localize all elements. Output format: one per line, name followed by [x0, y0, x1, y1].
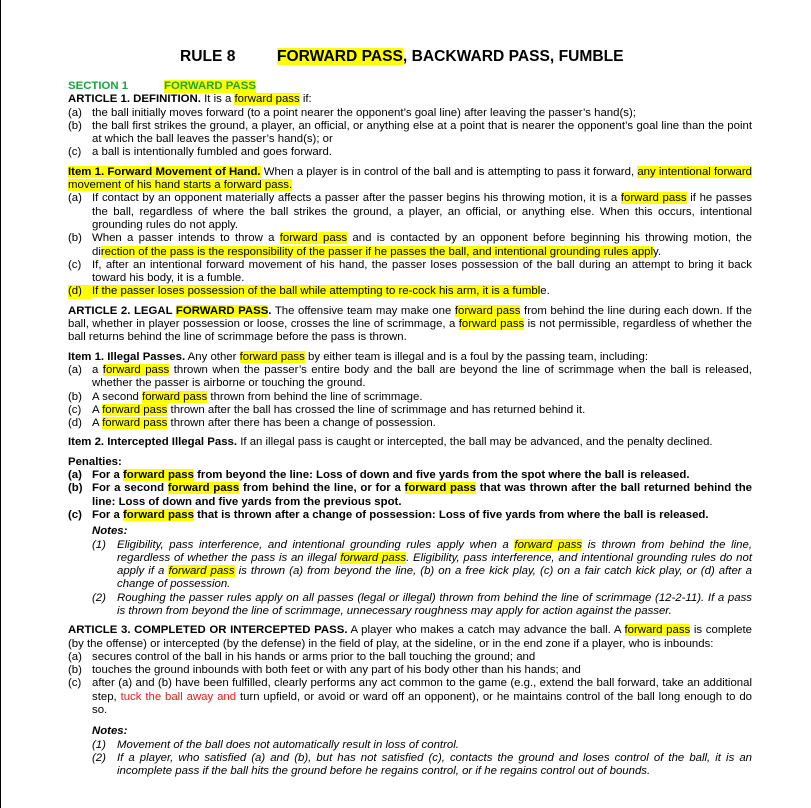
list-item — [68, 391, 752, 404]
item-text: Roughing the passer rules apply on all passes (legal or illegal) thrown from behind the line of scrimmage (12-2-11). If a pass is thrown from beyond the line of scrimmage, unnecessary roughness may apply for action against the passer. — [117, 591, 752, 617]
highlight: forward pass — [279, 232, 348, 245]
notes-article-3 — [68, 725, 752, 778]
item-text: For a second forward pass from behind the line, or for a forward pass that was thrown after the ball returned behind the line: Loss of down and five yards from the previous spot. — [92, 482, 752, 508]
item-text: after (a) and (b) have been fulfilled, clearly performs any act common to the game (e.g., extend the ball forward, take an additional step, tuck the ball away and turn upfield, or avoid or ward off an opponent), or he maintains control of the ball long enough to do so. — [92, 677, 752, 717]
list-item — [92, 539, 752, 592]
item-heading: Item 1. Forward Movement of Hand. — [68, 165, 261, 178]
item-text: secures control of the ball in his hands or arms prior to the ball touching the ground; and — [92, 650, 536, 663]
list-item — [68, 469, 752, 482]
article-heading: ARTICLE 1. DEFINITION. — [68, 93, 201, 106]
penalties-heading: Penalties: — [68, 455, 122, 468]
item-label: (b) — [68, 119, 82, 132]
rule-heading — [277, 47, 624, 67]
list-item — [92, 752, 752, 779]
text: It is a — [200, 93, 235, 106]
item-text: the ball initially moves forward (to a point nearer the opponent’s goal line) after leaving the passer’s hand(s); — [92, 106, 636, 119]
section-label: SECTION 1 — [68, 80, 129, 92]
highlight: forward pass — [102, 363, 170, 376]
highlight: forward pass — [123, 508, 194, 521]
highlight: forward pass — [624, 624, 691, 637]
item-text: touches the ground inbounds with both feet or with any part of his body other than his hands; and — [92, 664, 581, 677]
item-text: For a forward pass that is thrown after a change of possession: Loss of five yards from where the ball is released. — [92, 508, 709, 521]
rule-title — [68, 47, 752, 67]
list-item — [68, 120, 752, 147]
item-text: a forward pass thrown when the passer’s entire body and the ball are beyond the line of scrimmage when the ball is released, whether the passer is airborne or touching the ground. — [92, 363, 753, 390]
article-heading: ARTICLE 3. COMPLETED OR INTERCEPTED PASS. — [68, 624, 348, 637]
item-label: (c) — [68, 258, 82, 271]
list-item — [68, 404, 752, 417]
item-text: A forward pass thrown after there has been a change of possession. — [92, 417, 436, 430]
article-3: ARTICLE 3. COMPLETED OR INTERCEPTED PASS. A player who makes a catch may advance the ball. A forward pass is complete (by the offense) or intercepted (by the defense) in the field of play, at the sideline, or in the end zone if a player, who is inbounds: — [68, 624, 753, 650]
item-label: (b) — [68, 232, 82, 245]
list-item — [68, 107, 752, 120]
highlight: forward pass — [167, 482, 240, 495]
highlight: forward pass — [514, 538, 583, 551]
item-label: (1) — [92, 538, 106, 551]
item-1-forward-movement — [68, 166, 752, 193]
list-item — [92, 592, 752, 619]
list-item — [68, 259, 752, 286]
list-item — [68, 664, 752, 677]
item-label: (1) — [92, 738, 106, 751]
item-label: (a) — [68, 363, 82, 376]
item-label: (2) — [92, 751, 106, 764]
highlight: FORWARD PASS — [175, 304, 269, 317]
item-text: If, after an intentional forward movement of his hand, the passer loses possession of the ball during an attempt to bring it back toward his body, it is a fumble. — [92, 258, 752, 285]
item-2-intercepted: Item 2. Intercepted Illegal Pass. If an illegal pass is caught or intercepted, the ball may be advanced, and the penalty declined. — [68, 436, 713, 449]
item-text: A forward pass thrown after the ball has crossed the line of scrimmage and has returned behind it. — [92, 403, 586, 416]
item-label: (c) — [68, 146, 82, 159]
rule-heading-rest: , BACKWARD PASS, FUMBLE — [402, 48, 624, 65]
item-label: (b) — [68, 482, 83, 495]
section-name: FORWARD PASS — [164, 80, 256, 92]
highlight: forward pass — [620, 192, 687, 205]
item-label: (2) — [92, 591, 106, 604]
item-heading: Item 2. Intercepted Illegal Pass. — [68, 436, 238, 449]
list-item — [68, 146, 752, 159]
list-item — [68, 192, 752, 232]
list-item — [68, 482, 752, 509]
document-page — [68, 0, 752, 779]
item-label: (c) — [68, 508, 82, 521]
item-label: (a) — [68, 192, 82, 205]
highlight: forward pass — [142, 390, 208, 403]
article-1 — [68, 93, 752, 106]
highlight: forward pass — [123, 469, 194, 482]
item-heading: Item 1. Illegal Passes. — [68, 350, 186, 363]
notes-heading: Notes: — [92, 725, 128, 738]
item-text: Eligibility, pass interference, and intentional grounding rules apply when a forward pass is thrown from behind the line, regardless of whether the pass is an illegal forward pass. Eligibility, pass interference, and intentional grounding rules do not apply if a forward pass is thrown (a) from beyond the line, (b) on a free kick play, (c) on a fair catch kick play, or (d) after a change of possession. — [117, 538, 753, 591]
list-item — [68, 364, 752, 391]
list-item — [68, 285, 752, 298]
highlight: FORWARD PASS — [277, 48, 403, 65]
item-label: (c) — [68, 403, 82, 416]
item-text: If contact by an opponent materially affects a passer after the passer begins his throwing motion, it is a forward pass if he passes the ball, regardless of where the ball strikes the ground, a player, an official, or anything else. When this occurs, intentional grounding rules do not apply. — [92, 192, 753, 231]
item-label: (d) — [68, 417, 82, 430]
item-text: the ball first strikes the ground, a player, an official, or anything else at a point that is nearer the opponent’s goal line than the point at which the ball leaves the passer’s hand(s); or — [92, 119, 752, 146]
page-left-border — [0, 0, 1, 808]
highlight: forward pass — [239, 350, 305, 363]
item-label: (d) — [68, 285, 92, 298]
highlight: forward pass — [102, 403, 168, 416]
highlight: forward pass — [234, 93, 300, 106]
item-text: Movement of the ball does not automatically result in loss of control. — [117, 738, 459, 751]
highlight: rection of the pass is the responsibility of the passer if he passes the ball, and intentional grounding rules appl — [100, 245, 654, 258]
list-item — [68, 232, 752, 259]
item-text: If the passer loses possession of the ball while attempting to re-cock his arm, it is a fumble. — [92, 285, 550, 298]
item-label: (b) — [68, 390, 82, 403]
item-text: A second forward pass thrown from behind the line of scrimmage. — [92, 390, 423, 403]
item-label: (b) — [68, 664, 82, 677]
text: if: — [299, 93, 312, 106]
item-label: (a) — [68, 650, 82, 663]
item-1-illegal-passes: Item 1. Illegal Passes. Any other forward pass by either team is illegal and is a foul by the passing team, including: — [68, 350, 649, 363]
list-item — [68, 651, 752, 664]
item-label: (a) — [68, 106, 82, 119]
item-label: (a) — [68, 469, 82, 482]
item-text: If a player, who satisfied (a) and (b), but has not satisfied (c), contacts the ground and loses control of the ball, it is an incomplete pass if the ball hits the ground before he regains control, or if he regains control out of bounds. — [117, 751, 752, 778]
highlight: any intentional forward movement of his hand starts a forward pass. — [68, 165, 752, 192]
list-item — [92, 739, 752, 752]
text: When a player is in control of the ball and is attempting to pass it forward, — [260, 165, 638, 178]
highlight: forward pass — [454, 304, 521, 317]
highlight: If the passer loses possession of the ball while attempting to re-cock his arm, it is a fumbl — [92, 285, 541, 298]
article-heading: ARTICLE 2. LEGAL — [68, 304, 176, 317]
notes-penalties — [68, 525, 752, 618]
item-label: (c) — [68, 677, 82, 690]
item-text: a ball is intentionally fumbled and goes forward. — [92, 146, 332, 159]
highlight: forward pass — [168, 565, 235, 578]
list-item — [68, 677, 752, 717]
section-heading — [68, 80, 752, 93]
list-item — [68, 509, 752, 522]
rule-number: RULE 8 — [180, 48, 236, 65]
highlight: forward pass — [404, 482, 476, 495]
highlight: forward pass — [458, 318, 525, 331]
item-text: When a passer intends to throw a forward pass and is contacted by an opponent before beginning his throwing motion, the direction of the pass is the responsibility of the passer if he passes the ball, and intentional grounding rules apply. — [92, 232, 752, 258]
highlight: forward pass — [340, 551, 407, 564]
list-item — [68, 417, 752, 430]
item-text: For a forward pass from beyond the line: Loss of down and five yards from the spot where the ball is released. — [92, 469, 690, 482]
highlight: forward pass — [102, 417, 168, 430]
red-text: tuck the ball away and — [120, 690, 237, 703]
article-2: ARTICLE 2. LEGAL FORWARD PASS. The offensive team may make one forward pass from behind the line during each down. If the ball, whether in player possession or loose, crosses the line of scrimmage, a forward pass is not permissible, regardless of whether the ball returns behind the line of scrimmage before the pass is thrown. — [68, 304, 753, 344]
notes-heading: Notes: — [92, 525, 128, 538]
